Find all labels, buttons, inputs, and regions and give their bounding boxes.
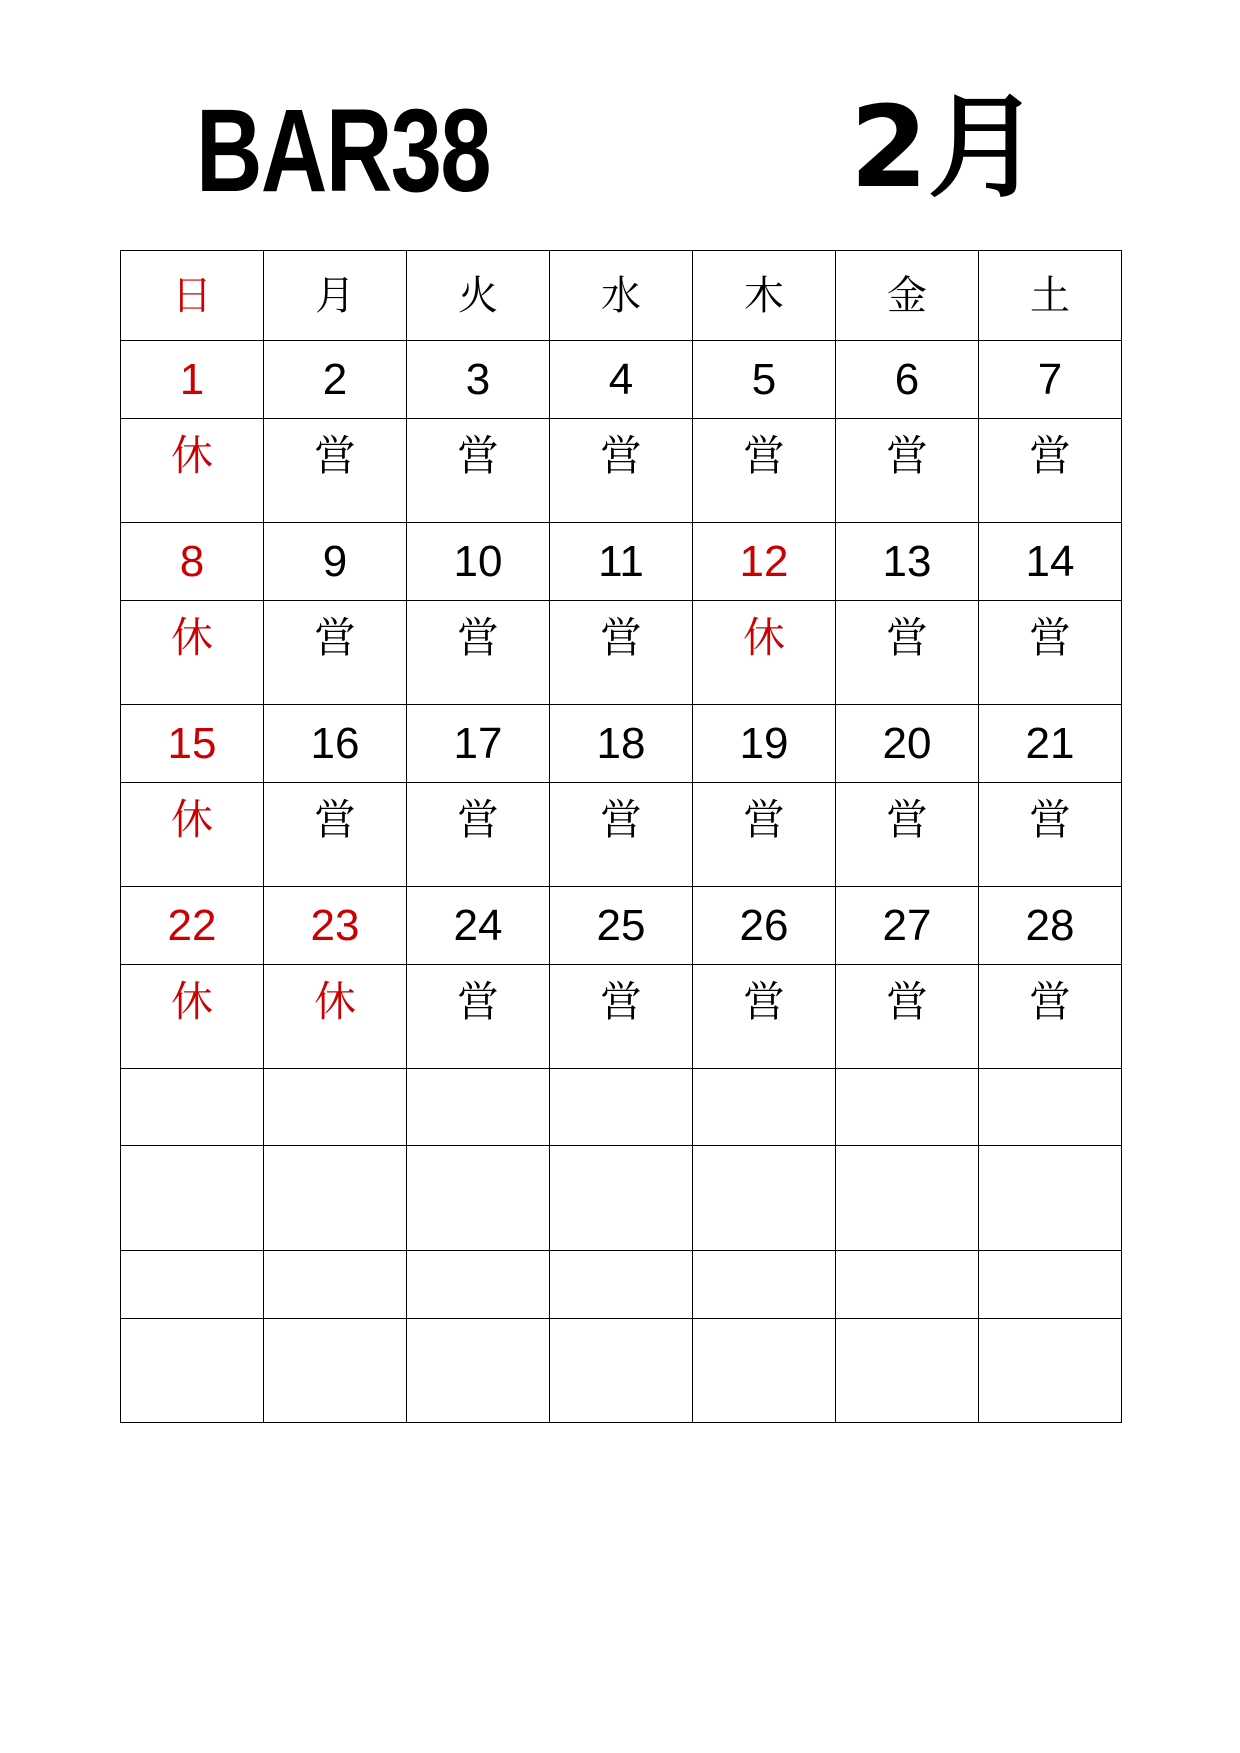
weekday-thursday: 木 (693, 251, 836, 341)
empty-cell (550, 1146, 693, 1251)
status-row (121, 419, 1122, 523)
open-status: 営 (836, 965, 979, 1069)
open-status: 営 (407, 419, 550, 523)
empty-cell (121, 1069, 264, 1146)
open-status: 営 (836, 601, 979, 705)
open-status: 営 (979, 601, 1122, 705)
date-row (121, 341, 1122, 419)
closed-status: 休 (693, 601, 836, 705)
date-cell: 24 (407, 887, 550, 965)
date-cell: 12 (693, 523, 836, 601)
empty-cell (979, 1319, 1122, 1423)
date-cell: 17 (407, 705, 550, 783)
empty-cell (264, 1069, 407, 1146)
date-cell: 4 (550, 341, 693, 419)
date-cell: 9 (264, 523, 407, 601)
open-status: 営 (550, 783, 693, 887)
open-status: 営 (836, 783, 979, 887)
weekday-sunday: 日 (121, 251, 264, 341)
date-cell: 2 (264, 341, 407, 419)
calendar-table (120, 250, 1122, 1423)
weekday-saturday: 土 (979, 251, 1122, 341)
date-cell: 5 (693, 341, 836, 419)
empty-cell (979, 1146, 1122, 1251)
date-cell: 23 (264, 887, 407, 965)
open-status: 営 (407, 965, 550, 1069)
empty-cell (693, 1251, 836, 1319)
closed-status: 休 (264, 965, 407, 1069)
date-cell: 10 (407, 523, 550, 601)
empty-row (121, 1319, 1122, 1423)
empty-cell (407, 1319, 550, 1423)
empty-cell (264, 1251, 407, 1319)
date-cell: 26 (693, 887, 836, 965)
closed-status: 休 (121, 965, 264, 1069)
weekday-header-row (121, 251, 1122, 341)
open-status: 営 (693, 419, 836, 523)
date-cell: 27 (836, 887, 979, 965)
empty-cell (836, 1251, 979, 1319)
open-status: 営 (264, 419, 407, 523)
open-status: 営 (407, 601, 550, 705)
date-cell: 25 (550, 887, 693, 965)
empty-cell (264, 1319, 407, 1423)
weekday-friday: 金 (836, 251, 979, 341)
empty-cell (979, 1251, 1122, 1319)
empty-row (121, 1146, 1122, 1251)
empty-cell (550, 1069, 693, 1146)
empty-row (121, 1069, 1122, 1146)
bar-name-title: BAR38 (196, 85, 490, 217)
closed-status: 休 (121, 783, 264, 887)
open-status: 営 (979, 965, 1122, 1069)
empty-row (121, 1251, 1122, 1319)
empty-cell (836, 1146, 979, 1251)
closed-status: 休 (121, 419, 264, 523)
empty-cell (407, 1146, 550, 1251)
open-status: 営 (264, 601, 407, 705)
date-cell: 7 (979, 341, 1122, 419)
weekday-wednesday: 水 (550, 251, 693, 341)
date-row (121, 705, 1122, 783)
empty-cell (550, 1319, 693, 1423)
date-cell: 11 (550, 523, 693, 601)
status-row (121, 601, 1122, 705)
closed-status: 休 (121, 601, 264, 705)
empty-cell (693, 1069, 836, 1146)
empty-cell (121, 1146, 264, 1251)
empty-cell (407, 1069, 550, 1146)
open-status: 営 (550, 601, 693, 705)
date-cell: 6 (836, 341, 979, 419)
empty-cell (264, 1146, 407, 1251)
empty-cell (121, 1319, 264, 1423)
open-status: 営 (550, 965, 693, 1069)
month-title: 2月 (850, 83, 1040, 213)
open-status: 営 (836, 419, 979, 523)
date-cell: 13 (836, 523, 979, 601)
status-row (121, 965, 1122, 1069)
empty-cell (693, 1146, 836, 1251)
date-cell: 3 (407, 341, 550, 419)
empty-cell (979, 1069, 1122, 1146)
empty-cell (836, 1319, 979, 1423)
open-status: 営 (264, 783, 407, 887)
date-cell: 15 (121, 705, 264, 783)
empty-cell (693, 1319, 836, 1423)
date-cell: 20 (836, 705, 979, 783)
status-row (121, 783, 1122, 887)
date-cell: 8 (121, 523, 264, 601)
open-status: 営 (550, 419, 693, 523)
date-row (121, 887, 1122, 965)
date-cell: 18 (550, 705, 693, 783)
weekday-monday: 月 (264, 251, 407, 341)
open-status: 営 (979, 783, 1122, 887)
empty-cell (121, 1251, 264, 1319)
empty-cell (407, 1251, 550, 1319)
empty-cell (550, 1251, 693, 1319)
open-status: 営 (693, 965, 836, 1069)
date-cell: 19 (693, 705, 836, 783)
date-row (121, 523, 1122, 601)
date-cell: 16 (264, 705, 407, 783)
open-status: 営 (979, 419, 1122, 523)
date-cell: 14 (979, 523, 1122, 601)
open-status: 営 (693, 783, 836, 887)
open-status: 営 (407, 783, 550, 887)
date-cell: 1 (121, 341, 264, 419)
date-cell: 28 (979, 887, 1122, 965)
weekday-tuesday: 火 (407, 251, 550, 341)
date-cell: 22 (121, 887, 264, 965)
date-cell: 21 (979, 705, 1122, 783)
empty-cell (836, 1069, 979, 1146)
